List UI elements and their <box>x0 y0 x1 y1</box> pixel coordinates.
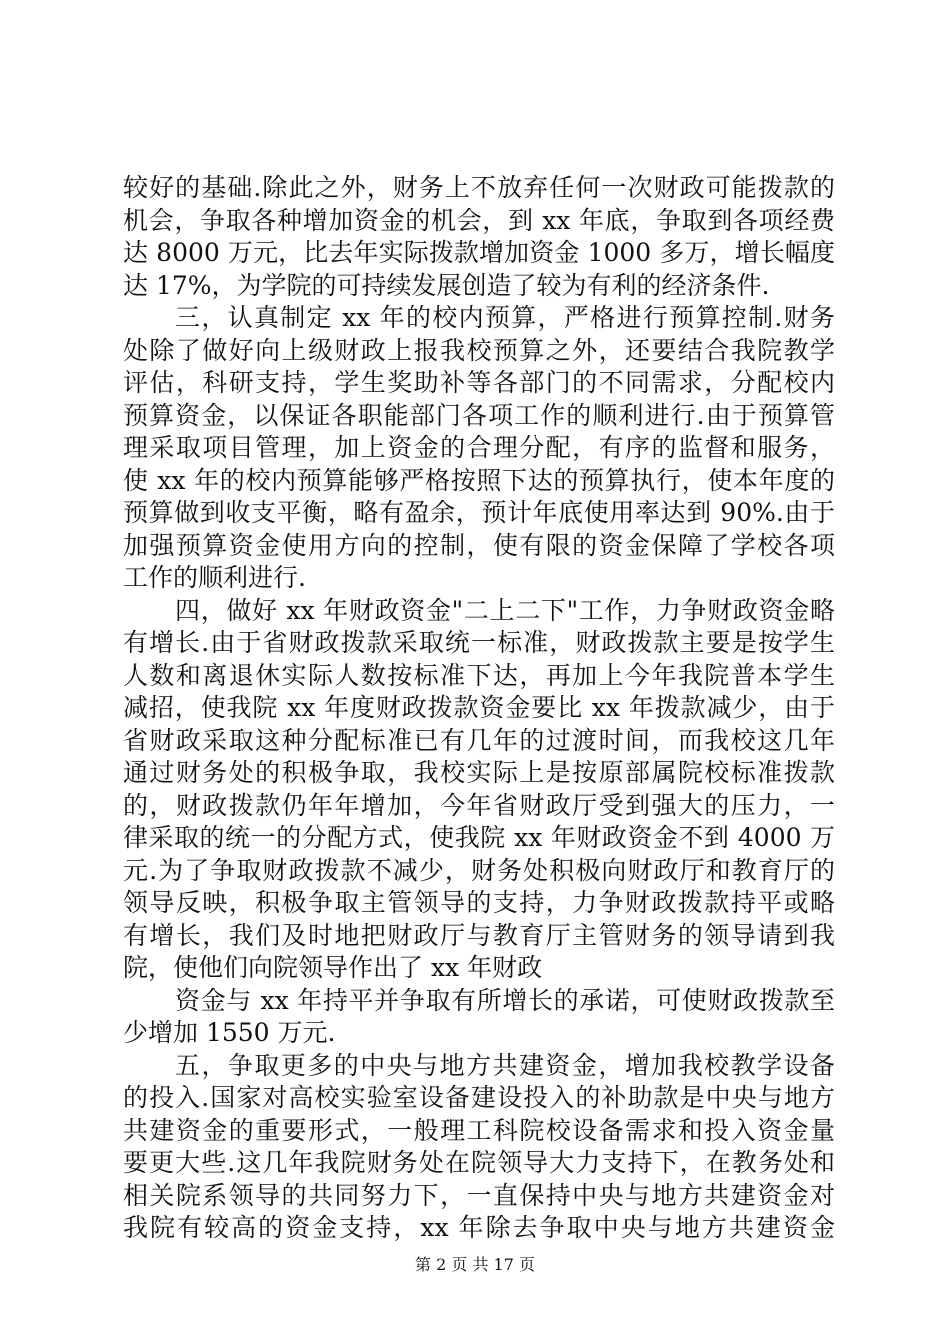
text-line: 通过财务处的积极争取，我校实际上是按原部属院校标准拨款 <box>123 758 835 787</box>
text-line: 达 8000 万元，比去年实际拨款增加资金 1000 多万，增长幅度 <box>123 238 835 267</box>
text-line: 资金与 xx 年持平并争取有所增长的承诺，可使财政拨款至 <box>175 985 835 1015</box>
text-line: 的，财政拨款仍年年增加，今年省财政厅受到强大的压力，一 <box>123 790 835 820</box>
text-line: 预算做到收支平衡，略有盈余，预计年底使用率达到 90%.由于 <box>123 498 835 527</box>
text-line: 理采取项目管理，加上资金的合理分配，有序的监督和服务， <box>123 433 835 462</box>
text-line: 达 17%，为学院的可持续发展创造了较为有利的经济条件. <box>123 270 770 300</box>
text-line: 使 xx 年的校内预算能够严格按照下达的预算执行，使本年度的 <box>123 465 835 495</box>
page-number-footer: 第 2 页 共 17 页 <box>415 1255 535 1274</box>
document-body <box>123 172 835 1245</box>
text-line: 预算资金，以保证各职能部门各项工作的顺利进行.由于预算管 <box>123 400 835 430</box>
text-line: 要更大些.这几年我院财务处在院领导大力支持下，在教务处和 <box>123 1148 835 1177</box>
text-line: 相关院系领导的共同努力下，一直保持中央与地方共建资金对 <box>123 1180 835 1210</box>
text-line: 五，争取更多的中央与地方共建资金，增加我校教学设备 <box>175 1050 835 1080</box>
text-line: 领导反映，积极争取主管领导的支持，力争财政拨款持平或略 <box>123 888 835 917</box>
text-line: 四，做好 xx 年财政资金"二上二下"工作，力争财政资金略 <box>175 595 835 625</box>
text-line: 共建资金的重要形式，一般理工科院校设备需求和投入资金量 <box>123 1115 835 1145</box>
text-line: 院，使他们向院领导作出了 xx 年财政 <box>123 953 543 982</box>
text-line: 少增加 1550 万元. <box>123 1018 336 1047</box>
text-line: 的投入.国家对高校实验室设备建设投入的补助款是中央与地方 <box>123 1083 835 1112</box>
text-line: 机会，争取各种增加资金的机会，到 xx 年底，争取到各项经费 <box>123 205 835 235</box>
text-line: 三，认真制定 xx 年的校内预算，严格进行预算控制.财务 <box>175 303 835 332</box>
text-line: 人数和离退休实际人数按标准下达，再加上今年我院普本学生 <box>123 660 835 690</box>
text-line: 元.为了争取财政拨款不减少，财务处积极向财政厅和教育厅的 <box>123 855 835 885</box>
text-line: 有增长，我们及时地把财政厅与教育厅主管财务的领导请到我 <box>123 920 835 950</box>
text-line: 较好的基础.除此之外，财务上不放弃任何一次财政可能拨款的 <box>123 173 835 202</box>
text-line: 省财政采取这种分配标准已有几年的过渡时间，而我校这几年 <box>123 725 835 755</box>
text-line: 加强预算资金使用方向的控制，使有限的资金保障了学校各项 <box>123 530 835 560</box>
text-line: 有增长.由于省财政拨款采取统一标准，财政拨款主要是按学生 <box>123 628 835 657</box>
text-line: 律采取的统一的分配方式，使我院 xx 年财政资金不到 4000 万 <box>123 823 835 852</box>
text-line: 我院有较高的资金支持，xx 年除去争取中央与地方共建资金 <box>123 1213 835 1242</box>
text-line: 减招，使我院 xx 年度财政拨款资金要比 xx 年拨款减少，由于 <box>123 693 835 722</box>
text-line: 工作的顺利进行. <box>123 563 306 592</box>
text-line: 评估，科研支持，学生奖助补等各部门的不同需求，分配校内 <box>123 368 835 397</box>
text-line: 处除了做好向上级财政上报我校预算之外，还要结合我院教学 <box>123 335 835 365</box>
